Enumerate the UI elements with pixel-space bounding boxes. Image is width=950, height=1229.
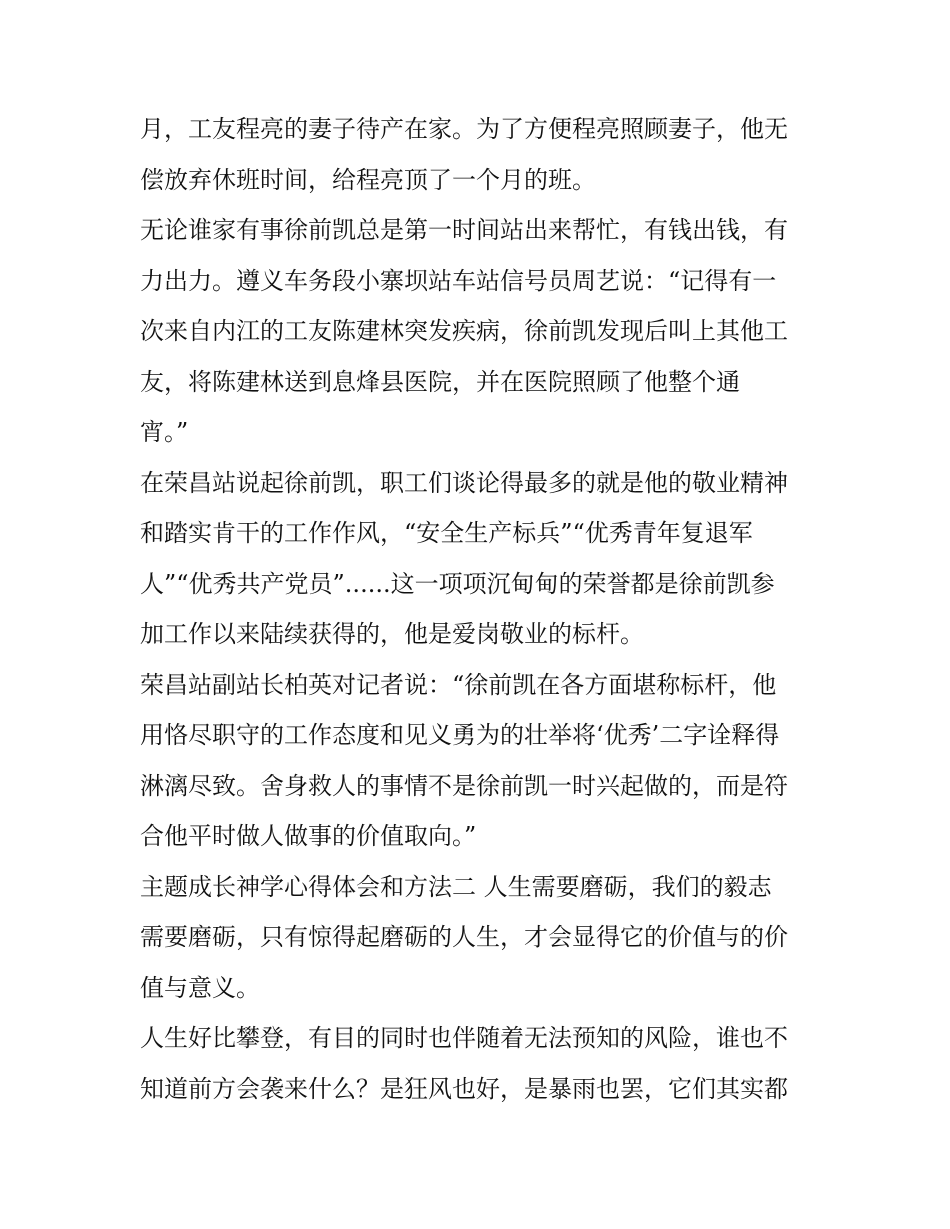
body-text	[140, 104, 820, 1114]
text-line: 力出力。遵义车务段小寨坝站车站信号员周艺说：“记得有一	[140, 266, 777, 295]
text-line: 合他平时做人做事的价值取向。”	[140, 822, 477, 850]
text-line: 人生好比攀登，有目的同时也伴随着无法预知的风险，谁也不	[140, 1024, 788, 1052]
text-line: 和踏实肯干的工作作风，“安全生产标兵”“优秀青年复退军	[140, 519, 753, 547]
text-line: 荣昌站副站长柏英对记者说：“徐前凯在各方面堪称标杆，他	[140, 670, 777, 699]
text-line: 无论谁家有事徐前凯总是第一时间站出来帮忙，有钱出钱，有	[140, 216, 788, 244]
text-line: 在荣昌站说起徐前凯，职工们谈论得最多的就是他的敬业精神	[140, 468, 788, 497]
text-line: 友，将陈建林送到息烽县医院，并在医院照顾了他整个通	[140, 367, 740, 396]
text-line: 值与意义。	[140, 973, 260, 1002]
text-line: 人”“优秀共产党员”......这一项项沉甸甸的荣誉都是徐前凯参	[140, 569, 775, 598]
text-line: 次来自内江的工友陈建林突发疾病，徐前凯发现后叫上其他工	[140, 317, 788, 345]
text-line: 宵。”	[140, 418, 189, 446]
text-line: 加工作以来陆续获得的，他是爱岗敬业的标杆。	[140, 620, 644, 648]
text-line: 主题成长神学心得体会和方法二 人生需要磨砺，我们的毅志	[140, 872, 772, 901]
text-line: 偿放弃休班时间，给程亮顶了一个月的班。	[140, 165, 596, 194]
text-line: 月，工友程亮的妻子待产在家。为了方便程亮照顾妻子，他无	[140, 115, 788, 143]
text-line: 知道前方会袭来什么？是狂风也好，是暴雨也罢，它们其实都	[140, 1074, 788, 1103]
text-line: 淋漓尽致。舍身救人的事情不是徐前凯一时兴起做的，而是符	[140, 771, 788, 800]
text-line: 需要磨砺，只有惊得起磨砺的人生，才会显得它的价值与的价	[140, 923, 788, 951]
text-line: 用恪尽职守的工作态度和见义勇为的壮举将‘优秀’二字诠释得	[140, 721, 780, 749]
